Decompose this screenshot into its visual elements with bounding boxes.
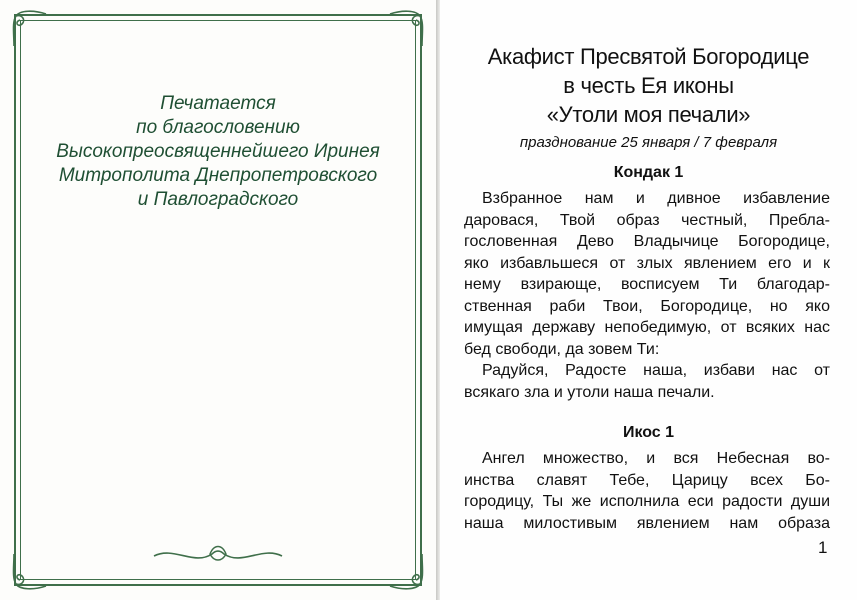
text-line: Ангел множество, и вся Небесная во- — [482, 450, 830, 467]
refrain-line: Радуйся, Радосте наша, избави нас от — [482, 362, 830, 379]
text-line: ственная раби Твои, Богородице, но яко — [464, 297, 830, 315]
corner-ornament-bottom-left-icon — [6, 550, 50, 594]
refrain-line: всякаго зла и утоли наша печали. — [464, 383, 715, 401]
text-line: даровася, Твой образ честный, Пребла- — [464, 211, 830, 229]
title-line: Акафист Пресвятой Богородице — [487, 44, 810, 69]
corner-ornament-bottom-right-icon — [386, 550, 430, 594]
title-line: «Утоли моя печали» — [546, 102, 751, 127]
title-line: в честь Ея иконы — [563, 73, 734, 98]
text-line: инства славят Тебе, Царицу всех Бо- — [464, 471, 830, 489]
feast-date: празднование 25 января / 7 февраля — [519, 134, 778, 151]
kontakion-text — [464, 188, 830, 403]
text-line: нему взирающе, восписуем Ти благодар- — [464, 276, 830, 293]
corner-ornament-top-right-icon — [386, 6, 430, 50]
text-line: гословенная Дево Владычице Богородице, — [464, 233, 830, 250]
blessing-line: Митрополита Днепропетровского — [58, 165, 378, 186]
page-number: 1 — [818, 538, 828, 557]
page-title — [440, 42, 857, 129]
blessing-line: по благословению — [136, 117, 300, 138]
blessing-text — [40, 92, 396, 212]
blessing-line: Печатается — [160, 93, 276, 114]
ikos-heading: Икос 1 — [622, 424, 675, 441]
blessing-line: Высокопреосвященнейшего Иринея — [56, 141, 380, 162]
kontakion-heading: Кондак 1 — [613, 164, 684, 181]
text-line: имущая державу непобедимую, от всяких нас — [464, 319, 830, 336]
text-line: Взбранное нам и дивное избавление — [482, 190, 830, 207]
right-page — [440, 0, 857, 600]
text-line: бед свободи, да зовем Ти: — [464, 340, 660, 358]
ikos-text — [464, 448, 830, 534]
text-line: городицу, Ты же исполнила еси радости души — [464, 493, 830, 510]
text-line: наша милостивым явлением нам образа — [464, 514, 830, 532]
blessing-line: и Павлоградского — [137, 189, 299, 210]
corner-ornament-top-left-icon — [6, 6, 50, 50]
bottom-flourish-icon — [150, 540, 286, 568]
text-line: яко избавльшеся от злых явлением его и к — [464, 254, 830, 272]
